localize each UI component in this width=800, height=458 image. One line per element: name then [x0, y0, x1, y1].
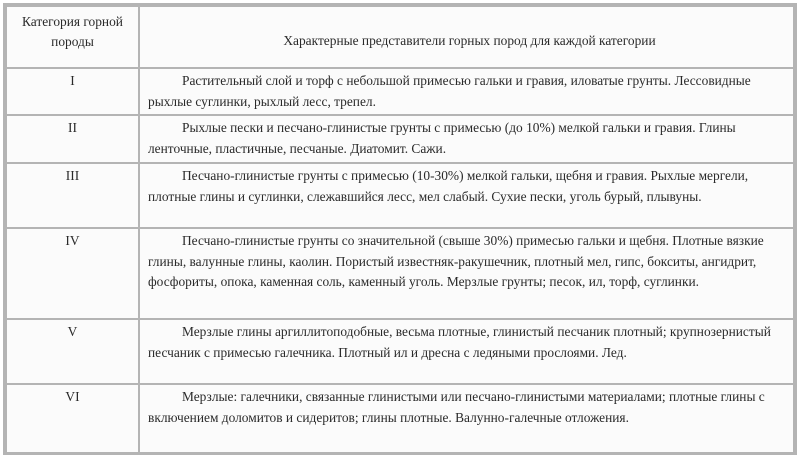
description-cell: Мерзлые: галечники, связанные глинистыми или песчано-глинистыми материалами; плотные глины с включением доломитов и сидеритов; глины плотные. Валунно-галечные отложения. — [139, 384, 794, 453]
table-row — [6, 68, 794, 115]
description-cell: Растительный слой и торф с небольшой примесью гальки и гравия, иловатые грунты. Лессовидные рыхлые суглинки, рыхлый лесс, трепел. — [139, 68, 794, 115]
table-row — [6, 319, 794, 384]
table-header-row — [6, 6, 794, 68]
table-row — [6, 384, 794, 453]
table-row — [6, 163, 794, 228]
category-cell: VI — [6, 384, 139, 453]
table-row — [6, 228, 794, 319]
rock-category-table-container — [3, 3, 797, 455]
category-cell: V — [6, 319, 139, 384]
category-cell: IV — [6, 228, 139, 319]
description-cell: Рыхлые пески и песчано-глинистые грунты с примесью (до 10%) мелкой гальки и гравия. Глины ленточные, пластичные, песчаные. Диатомит. Сажи. — [139, 115, 794, 163]
category-cell: III — [6, 163, 139, 228]
description-cell: Песчано-глинистые грунты с примесью (10-30%) мелкой гальки, щебня и гравия. Рыхлые мергели, плотные глины и суглинки, слежавшийся лесс, мел слабый. Сухие пески, уголь бурый, плывуны. — [139, 163, 794, 228]
rock-category-table — [5, 5, 795, 454]
table-row — [6, 115, 794, 163]
header-description: Характерные представители горных пород для каждой категории — [139, 6, 794, 68]
category-cell: II — [6, 115, 139, 163]
description-cell: Мерзлые глины аргиллитоподобные, весьма плотные, глинистый песчаник плотный; крупнозернистый песчаник с примесью галечника. Плотный ил и дресна с ледяными прослоями. Лед. — [139, 319, 794, 384]
description-cell: Песчано-глинистые грунты со значительной (свыше 30%) примесью гальки и щебня. Плотные вязкие глины, валунные глины, каолин. Пористый известняк-ракушечник, плотный мел, гипс, бокситы, ангидрит, фосфориты, опока, каменная соль, каменный уголь. Мерзлые грунты; песок, ил, торф, суглинки. — [139, 228, 794, 319]
category-cell: I — [6, 68, 139, 115]
header-category: Категория горной породы — [6, 6, 139, 68]
